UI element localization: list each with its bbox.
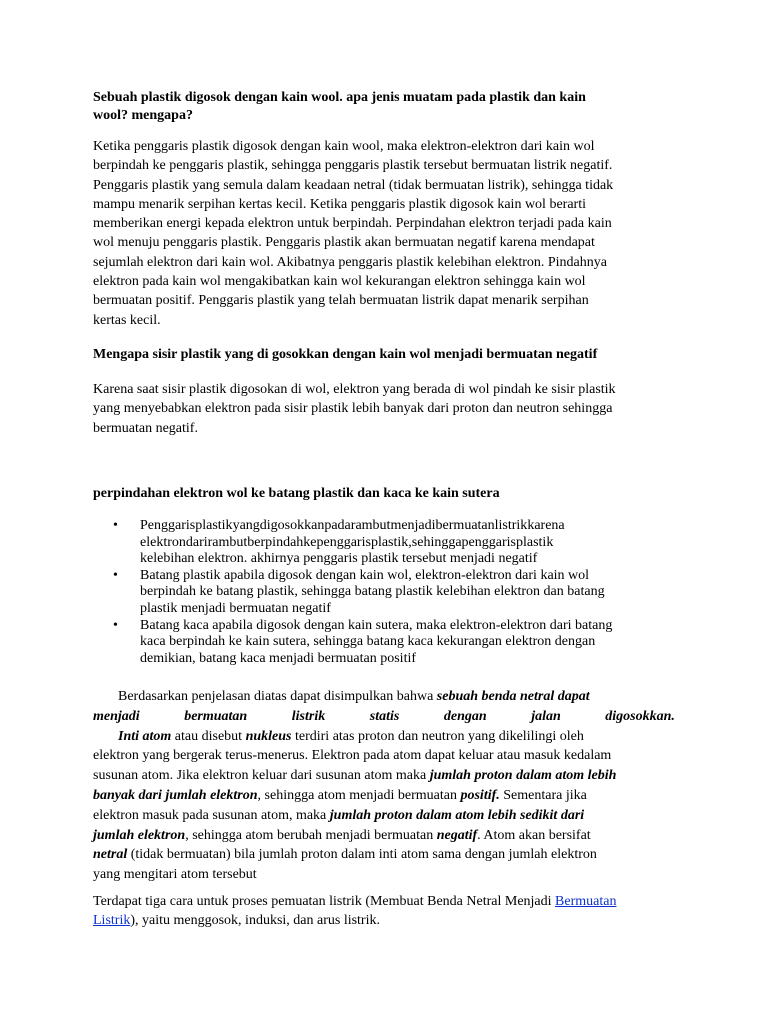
bullet-line: kelebihan elektron. akhirnya penggaris plastik tersebut menjadi negatif [140, 551, 538, 567]
paragraph-line: Ketika penggaris plastik digosok dengan kain wool, maka elektron-elektron dari kain wol [93, 139, 595, 154]
bullet-line: Batang kaca apabila digosok dengan kain sutera, maka elektron-elektron dari batang [140, 617, 613, 633]
paragraph-line: memberikan energi kepada elektron untuk berpindah. Perpindahan elektron terjadi pada kain [93, 216, 612, 232]
paragraph-line: bermuatan negatif. [93, 420, 198, 436]
list-item [93, 568, 675, 618]
bullet-line: demikian, batang kaca menjadi bermuatan positif [140, 650, 417, 666]
paragraph-line [93, 892, 675, 911]
bullet-word: yang [232, 518, 260, 533]
bullet-icon: • [113, 567, 118, 583]
text-run: Terdapat tiga cara untuk proses pemuatan listrik (Membuat Benda Netral Menjadi [93, 894, 556, 909]
closing-paragraph [93, 892, 675, 931]
emphasis-word: digosokkan. [605, 708, 675, 724]
paragraph-line: elektron pada kain wol mengakibatkan kain wol kekurangan elektron sehingga kain wol [93, 274, 586, 290]
bullet-line: plastik menjadi bermuatan negatif [140, 600, 331, 616]
question-2-answer [93, 380, 675, 438]
bullet-word: plastik [195, 518, 233, 533]
bullet-icon: • [113, 518, 118, 533]
emphasis-text: banyak dari jumlah elektron [93, 787, 258, 803]
bullet-line: berpindah ke batang plastik, sehingga batang plastik kelebihan elektron dan batang [140, 584, 605, 600]
bullet-line: Batang plastik apabila digosok dengan kain wol, elektron-elektron dari kain wol [140, 567, 590, 583]
bullet-word: penggaris [316, 534, 371, 550]
bullet-word: plastik, [370, 534, 412, 550]
paragraph-line [93, 687, 675, 707]
paragraph-line [93, 806, 675, 826]
emphasis-word: dengan [443, 708, 487, 724]
bullet-list [93, 518, 675, 667]
emphasis-text: jumlah elektron [93, 827, 186, 843]
bullet-word: listrik [494, 518, 528, 533]
paragraph-line [93, 911, 675, 930]
bullet-word: ke [303, 534, 317, 550]
paragraph-line: kertas kecil. [93, 312, 161, 328]
conclusion-paragraph [93, 687, 675, 885]
bullet-line: kaca berpindah ke kain sutera, sehingga batang kaca kekurangan elektron dengan [140, 634, 596, 650]
question-2-heading: Mengapa sisir plastik yang di gosokkan dengan kain wol menjadi bermuatan negatif [93, 347, 598, 362]
bullet-word: dari [185, 534, 208, 550]
emphasis-word: jalan [531, 708, 561, 724]
paragraph-line: yang mengitari atom tersebut [93, 867, 257, 883]
bullet-word: berpindah [247, 534, 304, 550]
paragraph-line: wol menuju penggaris plastik. Penggaris plastik akan bermuatan negatif karena mendapat [93, 235, 595, 251]
bullet-word: Penggaris [140, 518, 196, 533]
paragraph-line: elektron yang bergerak terus-menerus. Elektron pada atom dapat keluar atau masuk kedalam [93, 748, 612, 764]
list-item [93, 518, 675, 568]
bullet-line [140, 518, 675, 535]
paragraph-line [93, 766, 675, 786]
bullet-word: menjadi [390, 518, 436, 533]
bermuatan-listrik-link[interactable]: Bermuatan [555, 894, 617, 909]
bullet-word: penggaris [461, 534, 516, 550]
bullet-word: karena [527, 518, 565, 533]
bullet-word: digosokkan [259, 518, 325, 533]
bullet-word: rambut [207, 534, 248, 550]
paragraph-line [93, 727, 675, 747]
paragraph-line [93, 707, 675, 727]
text-run: Berdasarkan penjelasan diatas dapat disimpulkan bahwa [118, 689, 437, 704]
bullet-line [140, 535, 675, 552]
paragraph-line [93, 786, 675, 806]
bullet-word: elektron [140, 534, 186, 550]
text-run: , sehingga atom berubah menjadi bermuatan [185, 827, 437, 843]
bullet-word: sehingga [411, 534, 462, 550]
emphasis-word: statis [369, 708, 400, 724]
emphasis-text: negatif [436, 827, 478, 843]
text-run: ), yaitu menggosok, induksi, dan arus listrik. [130, 913, 380, 929]
bullet-word: bermuatan [435, 518, 495, 533]
text-run: . Atom akan bersifat [477, 827, 591, 843]
emphasis-text: jumlah proton dalam atom lebih [429, 768, 617, 784]
text-run: elektron masuk pada susunan atom, maka [93, 807, 330, 823]
list-item [93, 618, 675, 668]
emphasis-text: netral [93, 847, 128, 863]
paragraph-line: mampu menarik serpihan kertas kecil. Ketika penggaris plastik digosok kain wol berarti [93, 196, 586, 212]
question-1-answer [93, 137, 675, 330]
heading-line: Sebuah plastik digosok dengan kain wool. apa jenis muatam pada plastik dan kain [93, 90, 586, 105]
emphasis-text: positif. [460, 787, 500, 803]
paragraph-line: berpindah ke penggaris plastik, sehingga penggaris plastik tersebut bermuatan listrik negatif. [93, 158, 613, 174]
heading-line: wool? mengapa? [93, 108, 193, 123]
bullet-word: plastik [515, 534, 554, 550]
paragraph-line: yang menyebabkan elektron pada sisir plastik lebih banyak dari proton dan neutron sehingga [93, 401, 613, 417]
paragraph-line: bermuatan positif. Penggaris plastik yang telah bermuatan listrik dapat menarik serpihan [93, 293, 589, 309]
text-run: susunan atom. Jika elektron keluar dari susunan atom maka [93, 768, 430, 784]
paragraph-line [93, 826, 675, 846]
bullet-word: pada [324, 518, 351, 533]
bermuatan-listrik-link[interactable]: Listrik [93, 913, 131, 929]
emphasis-word: bermuatan [184, 708, 248, 724]
emphasis-word: listrik [291, 708, 326, 724]
text-run: atau disebut [171, 728, 246, 744]
emphasis-text: sebuah benda netral dapat [436, 689, 590, 704]
question-1-heading [93, 89, 675, 125]
question-3-heading: perpindahan elektron wol ke batang plastik dan kaca ke kain sutera [93, 486, 500, 501]
text-run: (tidak bermuatan) bila jumlah proton dalam inti atom sama dengan jumlah elektron [127, 847, 597, 863]
bullet-icon: • [113, 617, 118, 633]
paragraph-line: Penggaris plastik yang semula dalam keadaan netral (tidak bermuatan listrik), sehingga tidak [93, 177, 614, 193]
text-run: Sementara jika [499, 787, 587, 803]
paragraph-line: Karena saat sisir plastik digosokan di wol, elektron yang berada di wol pindah ke sisir plastik [93, 382, 616, 397]
emphasis-text: Inti atom [118, 728, 172, 744]
paragraph-line [93, 845, 675, 865]
text-run: , sehingga atom menjadi bermuatan [257, 787, 461, 803]
text-run: terdiri atas proton dan neutron yang dikelilingi oleh [291, 728, 584, 744]
bullet-word: rambut [350, 518, 391, 533]
emphasis-word: menjadi [93, 708, 140, 724]
emphasis-text: jumlah proton dalam atom lebih sedikit dari [329, 807, 585, 823]
emphasis-text: nukleus [245, 728, 292, 744]
paragraph-line: sejumlah elektron dari kain wol. Akibatnya penggaris plastik kelebihan elektron. Pindahnya [93, 254, 607, 270]
